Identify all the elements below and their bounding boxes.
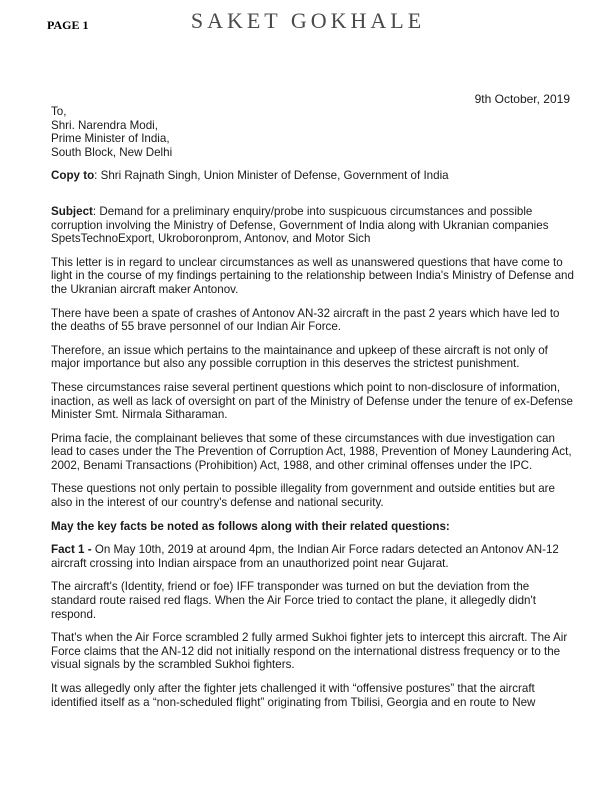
fact-paragraph-1: The aircraft's (Identity, friend or foe) IFF transponder was turned on but the deviation from the standard route raised red flags. When the Air Force tried to contact the plane, it allegedly didn't respond. [51,580,536,621]
letter-date: 9th October, 2019 [474,92,570,106]
body-paragraph-6: These questions not only pertain to possible illegality from government and outside entities but are also in the interest of our country's defense and national security. [51,482,555,510]
letter-body [51,105,574,719]
body-paragraph-4: These circumstances raise several pertinent questions which point to non-disclosure of information, inaction, as well as lack of oversight on part of the Ministry of Defense under the tenure of ex-Defense Minister Smt. Nirmala Sitharaman. [51,380,573,422]
letterhead-title: SAKET GOKHALE [190,8,426,33]
copy-to-line [51,169,574,183]
addressee-title: Prime Minister of India, [51,132,170,146]
copy-to-label: Copy to [51,169,95,183]
addressee-block [51,105,574,159]
fact-1-label: Fact 1 - [51,543,92,557]
body-paragraph-3: Therefore, an issue which pertains to the maintainance and upkeep of these aircraft is not only of major importance but also any possible corruption in this deserves the strictest punishment. [51,343,548,371]
body-paragraph-1: This letter is in regard to unclear circumstances as well as unanswered questions that have come to light in the course of my findings pertaining to the relationship between India's Ministry of Defense and the Ukranian aircraft maker Antonov. [51,255,574,296]
copy-to-text: : Shri Rajnath Singh, Union Minister of Defense, Government of India [94,169,449,183]
addressee-location: South Block, New Delhi [51,145,173,159]
subject-line [51,205,574,246]
fact-1-text: On May 10th, 2019 at around 4pm, the Indian Air Force radars detected an Antonov AN-12 aircraft crossing into Indian airspace from an unauthorized point near Gujarat. [51,543,559,570]
addressee-name: Shri. Narendra Modi, [51,118,158,132]
key-facts-heading-text: May the key facts be noted as follows along with their related questions: [51,519,450,533]
body-paragraph-5: Prima facie, the complainant believes that some of these circumstances with due investigation can lead to cases under the The Prevention of Corruption Act, 1988, Prevention of Money Laundering Act, 2002, Benami Transactions (Prohibition) Act, 1988, and other criminal offenses under the IPC. [51,431,572,472]
fact-paragraph-3: It was allegedly only after the fighter jets challenged it with “offensive postures” that the aircraft identified itself as a “non-scheduled flight” originating from Tbilisi, Georgia and en route to New [51,682,536,709]
body-paragraph-2: There have been a spate of crashes of Antonov AN-32 aircraft in the past 2 years which have led to the deaths of 55 brave personnel of our Indian Air Force. [51,306,560,334]
key-facts-heading [51,520,574,534]
addressee-to: To, [51,105,67,118]
fact-1-paragraph [51,543,574,570]
fact-paragraph-2: That's when the Air Force scrambled 2 fully armed Sukhoi fighter jets to intercept this aircraft. The Air Force claims that the AN-12 did not initially respond on the international distress frequency or to the visual signals by the scrambled Sukhoi fighters. [51,631,568,672]
subject-text: : Demand for a preliminary enquiry/probe into suspicuous circumstances and possible corruption involving the Ministry of Defense, Government of India along with Ukranian companies SpetsTechnoExport, Ukroboronprom, Antonov, and Motor Sich [51,204,549,246]
subject-label: Subject [51,204,93,218]
page-label: PAGE 1 [47,18,89,32]
